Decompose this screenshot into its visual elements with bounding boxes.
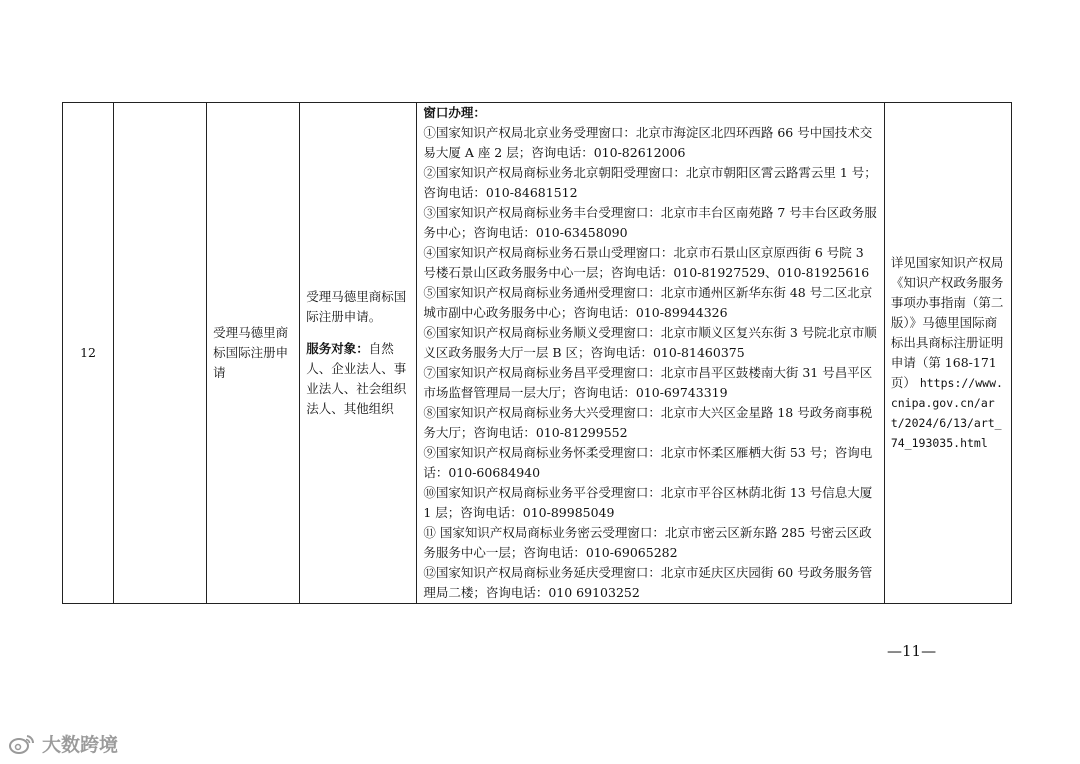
list-item: ①国家知识产权局北京业务受理窗口：北京市海淀区北四环西路 66 号中国技术交易大厦 A 座 2 层；咨询电话：010-82612006 (423, 125, 873, 160)
list-item: ⑦国家知识产权局商标业务昌平受理窗口：北京市昌平区鼓楼南大街 31 号昌平区市场监督管理局一层大厅；咨询电话：010-69743319 (423, 365, 873, 400)
reference-url[interactable]: https://www.cnipa.gov.cn/art/2024/6/13/art_74_193035.html (890, 376, 1003, 450)
service-target-label: 服务对象： (306, 341, 369, 356)
list-item: ④国家知识产权局商标业务石景山受理窗口：北京市石景山区京原西街 6 号院 3 号楼石景山区政务服务中心一层；咨询电话：010-81927529、010-81925616 (423, 245, 870, 280)
content-description: 受理马德里商标国际注册申请。 (306, 289, 407, 324)
list-item: ⑧国家知识产权局商标业务大兴受理窗口：北京市大兴区金星路 18 号政务商事税务大厅；咨询电话：010-81299552 (423, 405, 873, 440)
list-item: ②国家知识产权局商标业务北京朝阳受理窗口：北京市朝阳区霄云路霄云里 1 号；咨询电话：010-84681512 (423, 165, 877, 200)
list-item: ⑥国家知识产权局商标业务顺义受理窗口：北京市顺义区复兴东街 3 号院北京市顺义区政务服务大厅一层 B 区；咨询电话：010-81460375 (423, 325, 877, 360)
empty-cell (114, 103, 207, 604)
list-item: ⑨国家知识产权局商标业务怀柔受理窗口：北京市怀柔区雁栖大街 53 号；咨询电话：010-60684940 (423, 445, 873, 480)
reference-cell (884, 103, 1011, 604)
window-title: 窗口办理： (423, 105, 486, 120)
service-target-value: 自然人、企业法人、事业法人、社会组织法人、其他组织 (306, 341, 407, 416)
row-number: 12 (63, 103, 114, 604)
list-item: ⑤国家知识产权局商标业务通州受理窗口：北京市通州区新华东街 48 号二区北京城市副中心政务服务中心；咨询电话：010-89944326 (423, 285, 873, 320)
list-item: ③国家知识产权局商标业务丰台受理窗口：北京市丰台区南苑路 7 号丰台区政务服务中心；咨询电话：010-63458090 (423, 205, 877, 240)
service-table (62, 102, 1012, 604)
page-number: —11— (887, 642, 937, 660)
item-name: 受理马德里商标国际注册申请 (207, 103, 300, 604)
watermark (8, 730, 118, 757)
window-list-cell (417, 103, 884, 604)
table-row (63, 103, 1012, 604)
list-item: ⑪ 国家知识产权局商标业务密云受理窗口：北京市密云区新东路 285 号密云区政务服务中心一层；咨询电话：010-69065282 (423, 525, 872, 560)
watermark-text: 大数跨境 (42, 734, 119, 756)
service-target (306, 339, 410, 419)
reference-text: 详见国家知识产权局《知识产权政务服务事项办事指南（第二版）》马德里国际商标出具商标注册证明申请（第 168-171 页） (890, 255, 1004, 390)
list-item: ⑩国家知识产权局商标业务平谷受理窗口：北京市平谷区林荫北街 13 号信息大厦 1 层；咨询电话：010-89985049 (423, 485, 873, 520)
list-item: ⑫国家知识产权局商标业务延庆受理窗口：北京市延庆区庆园街 60 号政务服务管理局二楼；咨询电话：010 69103252 (423, 565, 873, 600)
weibo-icon (8, 733, 36, 755)
content-cell (300, 103, 417, 604)
